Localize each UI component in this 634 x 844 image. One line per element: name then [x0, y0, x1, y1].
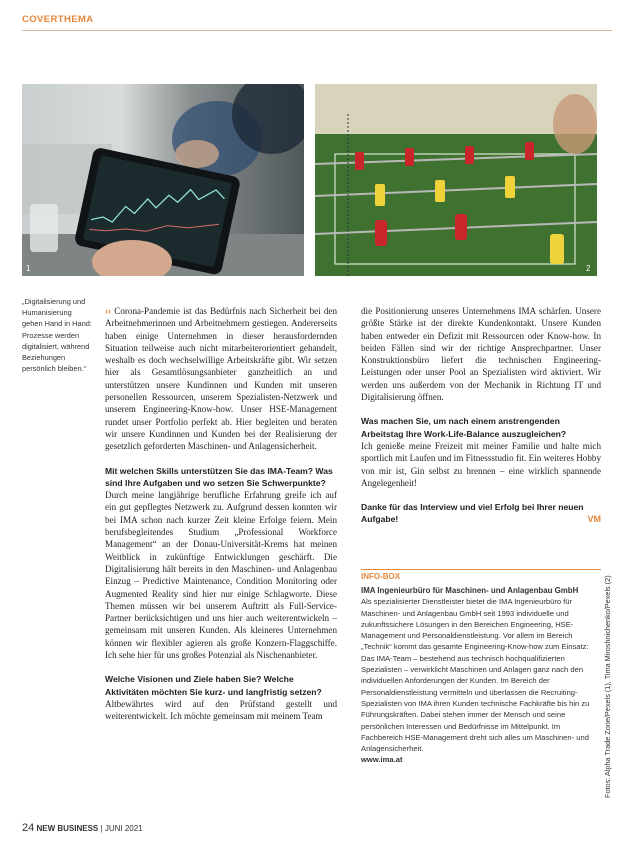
infobox-title: IMA Ingenieurbüro für Maschinen- und Anlagenbau GmbH	[361, 586, 579, 595]
paragraph: die Positionierung unseres Unternehmens IMA schärfen. Unsere größte Stärke ist der direkte Kundenkontakt. Unsere Kunden haben entweder ein Defizit mit Ressourcen oder Know-how. In beiden Fällen sind wir der richtige Ansprechpartner. Unser Konstruktionsbüro liefert die technischen Engineering-Leistungen oder unser Pool an Spezialisten wird aktiviert. Wir werden uns außerdem von der Mechanik in Richtung IT und Digitalisierung öffnen.	[361, 306, 601, 403]
paragraph: Ich genieße meine Freizeit mit meiner Familie und halte mich sportlich mit Laufen und im Fitnessstudio fit. Ein weiteres Hobby von mir ist, Gin selbst zu brennen – eine wirklich spannende Angelegenheit!	[361, 440, 601, 488]
website-link[interactable]: www.ima.at	[361, 755, 403, 765]
closing-text: Danke für das Interview und viel Erfolg bei Ihrer neuen Aufgabe!	[361, 502, 584, 525]
interview-question: Mit welchen Skills unterstützen Sie das IMA-Team? Was sind Ihre Aufgaben und wo setzen Sie Schwerpunkte?	[105, 465, 333, 488]
magazine-name: NEW BUSINESS	[36, 824, 99, 833]
pull-quote: „Digitalisierung und Humanisierung gehen Hand in Hand: Prozesse werden digitalisiert, während Beziehungen persönlich bleiben.“	[22, 297, 92, 374]
paragraph	[105, 305, 337, 453]
photo-tablet-handshake	[22, 84, 304, 276]
header-rule	[22, 30, 612, 31]
paragraph-text: Corona-Pandemie ist das Bedürfnis nach Sicherheit bei den Arbeitnehmerinnen und Arbeitnehmern gestiegen. Andererseits haben einige Unternehmen in dieser herausfordernden Situation teilweise auch nicht mitarbeiterorientiert gehandelt, weshalb es doch wechselwillige Arbeitskräfte gibt. Wir setzen hier als Gesamtlösungsanbieter ganzheitlich an und unterstützen unsere Kundinnen und Kunden mit unseren personellen Ressourcen, unserem Spezialisten-Netzwerk und unserem Engineering-Know-how. Unser HSE-Management rundet unser Portfolio perfekt ab. Hier begleiten und beraten wir unsere Kundinnen und Kunden bei der Realisierung der gesetzlich geforderten Maschinen- und Anlagensicherheit.	[105, 306, 337, 452]
issue-date: JUNI 2021	[104, 824, 143, 833]
page-footer	[22, 822, 143, 834]
author-initials: VM	[587, 514, 601, 525]
photo-table-football	[315, 84, 597, 276]
infobox-label: INFO-BOX	[361, 572, 401, 581]
paragraph: Durch meine langjährige berufliche Erfahrung greife ich auf ein gut gepflegtes Netzwerk zu. Aufgrund dessen konnten wir bei IMA schon nach kurzer Zeit kleine Erfolge feiern. Mein berufsbegleitendes Studium „Professional Workforce Management“ an der Donau-Universität-Krems hat meinen Weitblick in zukünftige Entwicklungen geschärft. Die Digitalisierung hält bereits in den Maschinen- und Anlagenbau Einzug – Predictive Maintenance, Condition Monitoring oder Augmented Reality sind hier nur einige Schlagworte. Diese Themen müssen wir bei unserem Auftritt als Full-Service-Partner berücksichtigen und uns hier auch weiterentwickeln – gemeinsam mit unseren Kunden. Als kleineres Unternehmen können wir flexibler agieren als große Konzern-Flaggschiffe. Ich sehe hier für uns großes Potenzial als Nischenanbieter.	[105, 490, 337, 661]
footer-separator: |	[100, 824, 103, 833]
interview-question: Was machen Sie, um nach einem anstrengenden Arbeitstag Ihre Work-Life-Balance auszugleichen?	[361, 416, 567, 439]
article-column-1	[105, 305, 337, 723]
infobox	[361, 585, 601, 766]
photo-number-2: 2	[586, 264, 591, 273]
interview-question: Welche Visionen und Ziele haben Sie? Welche Aktivitäten möchten Sie kurz- und langfristig setzen?	[105, 674, 322, 697]
paragraph: Altbewährtes wird auf den Prüfstand gestellt und weiterentwickelt. Ich möchte gemeinsam mit meinem Team	[105, 698, 337, 722]
article-column-2	[361, 305, 601, 526]
continuation-chevron-icon: ››	[105, 306, 112, 316]
closing-statement	[361, 501, 601, 526]
section-label: COVERTHEMA	[22, 14, 94, 25]
page-number: 24	[22, 822, 35, 834]
photo-tablet-illustration	[22, 84, 304, 276]
infobox-rule	[361, 569, 601, 570]
photo-foosball-illustration	[315, 84, 597, 276]
infobox-body: Als spezialisierter Dienstleister bietet die IMA Ingenieurbüro für Maschinen- und Anlagenbau GmbH seit 1993 individuelle und zukunftssichere Lösungen in den Bereichen Engineering, HSE-Management und Personaldienstleistung. Vor allem im Bereich „Technik“ kommt das gesamte Engineering-Know-how zum Einsatz: Das IMA-Team – bestehend aus technisch hochqualifizierten Spezialisten – verwirklicht Maschinen und Anlagen ganz nach den individuellen Anforderungen der Kunden. Im Bereich der Personaldienstleistung vermitteln und überlassen die Recruiting-Spezialisten von IMA ihren Kunden technische Fachkräfte bis hin zu Führungskräften. Dabei stehen immer der Mensch und seine persönlichen Interessen und Bedürfnisse im Mittelpunkt. Im Fachbereich HSE-Management dreht sich alles um Maschinen- und Anlagensicherheit.	[361, 597, 590, 754]
photo-number-1: 1	[26, 264, 31, 273]
photo-credits: Fotos: Alpha Trade Zone/Pexels (1), Tima Miroshnichenko/Pexels (2)	[603, 575, 612, 798]
